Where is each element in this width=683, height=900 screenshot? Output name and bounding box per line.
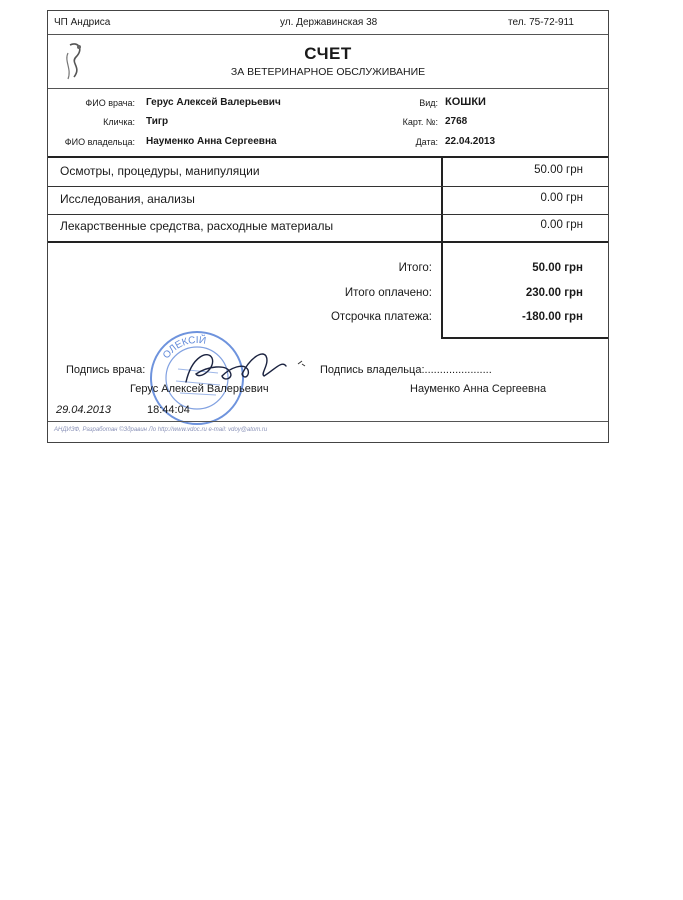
date-label: Дата: <box>415 137 438 147</box>
owner-label: ФИО владельца: <box>64 137 135 147</box>
doctor-value: Герус Алексей Валерьевич <box>146 97 281 108</box>
deferred-amount: -180.00 грн <box>522 311 583 323</box>
owner-signature-name: Науменко Анна Сергеевна <box>410 383 547 395</box>
signature-date: 29.04.2013 <box>56 404 112 416</box>
totals-bottom-border <box>441 337 608 339</box>
document-subtitle: ЗА ВЕТЕРИНАРНОЕ ОБСЛУЖИВАНИЕ <box>230 66 426 78</box>
date-value: 22.04.2013 <box>445 136 496 147</box>
doctor-signature-name: Герус Алексей Валерьевич <box>130 383 269 395</box>
invoice-document <box>47 10 609 443</box>
company-phone: тел. 75-72-911 <box>508 17 574 28</box>
doctor-signature-label: Подпись врача: <box>66 364 146 376</box>
service-row-name: Лекарственные средства, расходные материалы <box>60 219 334 233</box>
total-label: Итого: <box>398 262 432 274</box>
species-label: Вид: <box>419 98 438 108</box>
pet-value: Тигр <box>146 116 169 127</box>
company-address: ул. Державинская 38 <box>280 17 378 28</box>
footer-credit: АНДИЗФ, Разработан ©Здравин Ло http://www.vdoc.ru e-mail: vdoy@atom.ru <box>54 427 268 433</box>
service-row-name: Исследования, анализы <box>60 192 195 206</box>
owner-value: Науменко Анна Сергеевна <box>146 136 277 147</box>
paid-amount: 230.00 грн <box>525 287 583 299</box>
signature-time: 18:44:04 <box>147 404 190 416</box>
footer-divider <box>48 421 608 422</box>
service-row-name: Осмотры, процедуры, манипуляции <box>60 164 260 178</box>
table-top-border <box>48 156 608 158</box>
doctor-label: ФИО врача: <box>85 98 135 108</box>
service-row-amount: 0.00 грн <box>540 192 583 204</box>
card-value: 2768 <box>445 116 468 127</box>
title-divider <box>48 88 608 89</box>
card-label: Карт. №: <box>402 117 438 127</box>
company-name: ЧП Андриса <box>54 17 111 28</box>
pet-label: Кличка: <box>103 117 135 127</box>
document-title: СЧЕТ <box>304 44 352 63</box>
paid-label: Итого оплачено: <box>344 287 432 299</box>
header-divider <box>48 34 608 35</box>
row-divider <box>48 214 608 215</box>
service-row-amount: 50.00 грн <box>534 164 583 176</box>
total-amount: 50.00 грн <box>532 262 583 274</box>
row-divider <box>48 186 608 187</box>
table-bottom-border <box>48 241 608 243</box>
stamp-text: ОЛЕКСІЙ <box>161 334 207 361</box>
species-value: КОШКИ <box>445 96 486 108</box>
service-row-amount: 0.00 грн <box>540 219 583 231</box>
owner-signature-label: Подпись владельца:...................... <box>320 364 492 376</box>
deferred-label: Отсрочка платежа: <box>330 311 432 323</box>
